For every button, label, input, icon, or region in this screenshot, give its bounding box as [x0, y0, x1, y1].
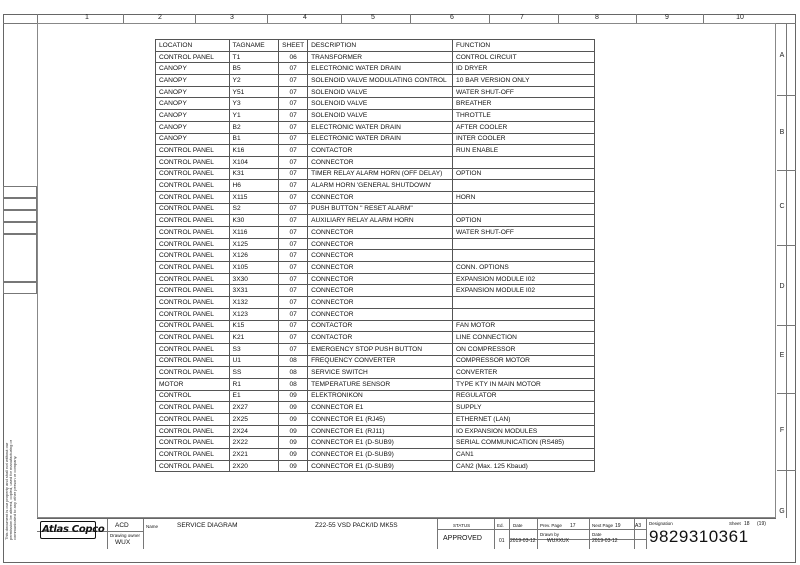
cell-location: CONTROL PANEL	[156, 285, 230, 297]
column-number: 3	[230, 14, 234, 21]
cell-sheet: 09	[279, 414, 308, 426]
cell-location: CONTROL PANEL	[156, 227, 230, 239]
cell-description: CONNECTOR E1 (RJ11)	[308, 425, 453, 437]
table-row	[156, 75, 595, 87]
cell-description: CONNECTOR	[308, 156, 453, 168]
cell-location: CONTROL PANEL	[156, 437, 230, 449]
table-row	[156, 98, 595, 110]
cell-sheet: 07	[279, 156, 308, 168]
cell-description: SOLENOID VALVE	[308, 98, 453, 110]
cell-tagname: Y3	[229, 98, 279, 110]
margin-box	[3, 186, 37, 198]
margin-box	[3, 210, 37, 222]
margin-box	[3, 282, 37, 294]
table-row	[156, 86, 595, 98]
cell-description: CONNECTOR	[308, 308, 453, 320]
cell-location: CONTROL	[156, 390, 230, 402]
cell-description: AUXILIARY RELAY ALARM HORN	[308, 215, 453, 227]
cell-description: ELEKTRONIKON	[308, 390, 453, 402]
cell-tagname: S3	[229, 343, 279, 355]
table-row	[156, 203, 595, 215]
cell-description: CONNECTOR	[308, 262, 453, 274]
table-row	[156, 437, 595, 449]
table-row	[156, 238, 595, 250]
table-row	[156, 297, 595, 309]
table-row	[156, 425, 595, 437]
cell-location: CONTROL PANEL	[156, 402, 230, 414]
drawing-owner-value: WUX	[115, 539, 131, 546]
cell-tagname: 3X31	[229, 285, 279, 297]
row-letter: E	[779, 352, 785, 359]
table-row	[156, 449, 595, 461]
cell-description: CONNECTOR E1	[308, 402, 453, 414]
drawing-owner-label: Drawing owner	[110, 533, 141, 538]
cell-tagname: B5	[229, 63, 279, 75]
cell-function	[453, 250, 595, 262]
cell-description: CONNECTOR	[308, 273, 453, 285]
cell-sheet: 07	[279, 285, 308, 297]
cell-description: FREQUENCY CONVERTER	[308, 355, 453, 367]
cell-function: CONTROL CIRCUIT	[453, 51, 595, 63]
cell-description: CONNECTOR E1 (D-SUB9)	[308, 437, 453, 449]
cell-description: ELECTRONIC WATER DRAIN	[308, 121, 453, 133]
column-number: 4	[303, 14, 307, 21]
date-value: 2019-03-12	[510, 538, 536, 544]
column-number: 1	[85, 14, 89, 21]
product-name: Z22-55 VSD PACK/ID MK5S	[315, 522, 398, 529]
sheet-total: (19)	[757, 521, 766, 527]
column-number: 10	[736, 14, 744, 21]
cell-location: CONTROL PANEL	[156, 203, 230, 215]
cell-function: WATER SHUT-OFF	[453, 86, 595, 98]
cell-tagname: K30	[229, 215, 279, 227]
cell-description: SOLENOID VALVE	[308, 86, 453, 98]
cell-tagname: K21	[229, 332, 279, 344]
cell-tagname: B2	[229, 121, 279, 133]
cell-location: CONTROL PANEL	[156, 191, 230, 203]
row-divider	[777, 325, 796, 326]
cell-description: CONNECTOR	[308, 238, 453, 250]
cell-sheet: 07	[279, 262, 308, 274]
table-row	[156, 285, 595, 297]
margin-box	[3, 222, 37, 234]
cell-location: CANOPY	[156, 121, 230, 133]
table-row	[156, 367, 595, 379]
cell-function: HORN	[453, 191, 595, 203]
cell-description: CONTACTOR	[308, 332, 453, 344]
column-divider	[195, 14, 196, 23]
cell-sheet: 07	[279, 320, 308, 332]
cell-function: AFTER COOLER	[453, 121, 595, 133]
table-row	[156, 133, 595, 145]
cell-function: WATER SHUT-OFF	[453, 227, 595, 239]
row-letter: G	[779, 508, 785, 515]
cell-location: CONTROL PANEL	[156, 308, 230, 320]
cell-function: INTER COOLER	[453, 133, 595, 145]
cell-location: CONTROL PANEL	[156, 332, 230, 344]
cell-location: CANOPY	[156, 98, 230, 110]
cell-function	[453, 297, 595, 309]
row-divider	[777, 470, 796, 471]
cell-location: CONTROL PANEL	[156, 180, 230, 192]
table-row	[156, 320, 595, 332]
cell-tagname: X116	[229, 227, 279, 239]
cell-sheet: 07	[279, 332, 308, 344]
cell-function: ETHERNET (LAN)	[453, 414, 595, 426]
header-location: LOCATION	[156, 40, 230, 52]
title-block	[37, 518, 776, 548]
cell-location: CONTROL PANEL	[156, 250, 230, 262]
margin-box	[3, 234, 37, 282]
drawn-by-value: WUXXUX	[547, 538, 569, 544]
cell-function: LINE CONNECTION	[453, 332, 595, 344]
prev-page-label: Prev. Page	[540, 523, 562, 528]
cell-tagname: 2X21	[229, 449, 279, 461]
cell-function: CONN. OPTIONS	[453, 262, 595, 274]
table-row	[156, 227, 595, 239]
cell-location: CONTROL PANEL	[156, 262, 230, 274]
cell-description: TRANSFORMER	[308, 51, 453, 63]
cell-function: IO EXPANSION MODULES	[453, 425, 595, 437]
cell-sheet: 07	[279, 110, 308, 122]
cell-location: CONTROL PANEL	[156, 51, 230, 63]
cell-tagname: B1	[229, 133, 279, 145]
cell-sheet: 07	[279, 250, 308, 262]
cell-location: MOTOR	[156, 378, 230, 390]
cell-description: ELECTRONIC WATER DRAIN	[308, 63, 453, 75]
cell-description: CONTACTOR	[308, 145, 453, 157]
cell-sheet: 07	[279, 133, 308, 145]
cell-sheet: 08	[279, 378, 308, 390]
row-divider	[777, 170, 796, 171]
cell-description: CONNECTOR	[308, 250, 453, 262]
row-letter: D	[779, 283, 785, 290]
cell-sheet: 08	[279, 355, 308, 367]
table-row	[156, 332, 595, 344]
cell-tagname: U1	[229, 355, 279, 367]
header-tagname: TAGNAME	[229, 40, 279, 52]
table-row	[156, 262, 595, 274]
table-row	[156, 156, 595, 168]
cell-function: 10 BAR VERSION ONLY	[453, 75, 595, 87]
cell-function: CAN1	[453, 449, 595, 461]
cell-tagname: K31	[229, 168, 279, 180]
cell-description: ALARM HORN 'GENERAL SHUTDOWN'	[308, 180, 453, 192]
prev-page-value: 17	[570, 523, 576, 529]
date2-value: 2019-03-12	[592, 538, 618, 544]
cell-sheet: 07	[279, 145, 308, 157]
cell-function: ON COMPRESSOR	[453, 343, 595, 355]
table-header-row	[156, 40, 595, 52]
acd-label: ACD	[115, 522, 129, 529]
cell-description: ELECTRONIC WATER DRAIN	[308, 133, 453, 145]
cell-sheet: 09	[279, 460, 308, 472]
cell-location: CANOPY	[156, 86, 230, 98]
column-number: 6	[450, 14, 454, 21]
cell-location: CONTROL PANEL	[156, 297, 230, 309]
cell-function: RUN ENABLE	[453, 145, 595, 157]
cell-function	[453, 156, 595, 168]
cell-tagname: 2X20	[229, 460, 279, 472]
cell-tagname: X105	[229, 262, 279, 274]
date-label: Date	[513, 523, 523, 528]
cell-location: CONTROL PANEL	[156, 355, 230, 367]
cell-location: CONTROL PANEL	[156, 145, 230, 157]
cell-sheet: 09	[279, 402, 308, 414]
cell-tagname: Y2	[229, 75, 279, 87]
drawing-name: SERVICE DIAGRAM	[177, 522, 238, 529]
row-divider	[777, 95, 796, 96]
table-row	[156, 145, 595, 157]
table-body	[156, 51, 595, 472]
row-letter: C	[779, 203, 785, 210]
drawn-by-label: Drawn by	[540, 532, 560, 537]
cell-tagname: SS	[229, 367, 279, 379]
cell-description: CONNECTOR E1 (D-SUB9)	[308, 449, 453, 461]
column-divider	[341, 14, 342, 23]
cell-tagname: K16	[229, 145, 279, 157]
sheet-number: 18	[744, 521, 750, 527]
cell-function	[453, 203, 595, 215]
cell-description: CONNECTOR	[308, 285, 453, 297]
edition-value: 01	[499, 538, 505, 544]
cell-function	[453, 180, 595, 192]
table-row	[156, 180, 595, 192]
table-row	[156, 308, 595, 320]
cell-sheet: 07	[279, 121, 308, 133]
cell-description: CONNECTOR	[308, 297, 453, 309]
row-letter: F	[779, 427, 785, 434]
table-row	[156, 273, 595, 285]
column-number: 5	[371, 14, 375, 21]
cell-sheet: 09	[279, 425, 308, 437]
cell-location: CANOPY	[156, 63, 230, 75]
cell-sheet: 09	[279, 449, 308, 461]
column-number: 9	[665, 14, 669, 21]
cell-tagname: 2X22	[229, 437, 279, 449]
cell-tagname: 2X27	[229, 402, 279, 414]
cell-description: PUSH BUTTON " RESET ALARM"	[308, 203, 453, 215]
cell-tagname: K15	[229, 320, 279, 332]
sheet-label: Sheet	[729, 521, 741, 526]
cell-location: CONTROL PANEL	[156, 238, 230, 250]
cell-tagname: H6	[229, 180, 279, 192]
cell-description: TIMER RELAY ALARM HORN (OFF DELAY)	[308, 168, 453, 180]
cell-tagname: X115	[229, 191, 279, 203]
column-divider	[267, 14, 268, 23]
cell-sheet: 07	[279, 308, 308, 320]
cell-sheet: 07	[279, 86, 308, 98]
confidentiality-note: This document is our property and shall not without our permission be altered, copied, used for manufacturing or communicated to any other person or company.	[4, 439, 17, 540]
cell-function: SUPPLY	[453, 402, 595, 414]
column-number: 7	[520, 14, 524, 21]
cell-location: CONTROL PANEL	[156, 425, 230, 437]
column-number: 2	[158, 14, 162, 21]
cell-function: ID DRYER	[453, 63, 595, 75]
cell-function: OPTION	[453, 215, 595, 227]
cell-tagname: E1	[229, 390, 279, 402]
table-row	[156, 343, 595, 355]
cell-tagname: X132	[229, 297, 279, 309]
next-page-value: 19	[615, 523, 621, 529]
cell-function: COMPRESSOR MOTOR	[453, 355, 595, 367]
row-divider	[777, 393, 796, 394]
cell-location: CONTROL PANEL	[156, 367, 230, 379]
cell-location: CONTROL PANEL	[156, 215, 230, 227]
header-sheet: SHEET	[279, 40, 308, 52]
cell-location: CONTROL PANEL	[156, 156, 230, 168]
column-divider	[37, 14, 38, 23]
cell-sheet: 09	[279, 437, 308, 449]
cell-location: CANOPY	[156, 133, 230, 145]
component-list-table	[155, 39, 595, 472]
table-row	[156, 355, 595, 367]
table-row	[156, 250, 595, 262]
cell-description: TEMPERATURE SENSOR	[308, 378, 453, 390]
cell-location: CONTROL PANEL	[156, 414, 230, 426]
cell-tagname: Y1	[229, 110, 279, 122]
table-row	[156, 215, 595, 227]
cell-function	[453, 308, 595, 320]
cell-description: CONNECTOR E1 (D-SUB9)	[308, 460, 453, 472]
cell-tagname: X123	[229, 308, 279, 320]
table-row	[156, 390, 595, 402]
cell-location: CANOPY	[156, 75, 230, 87]
cell-location: CONTROL PANEL	[156, 168, 230, 180]
cell-location: CANOPY	[156, 110, 230, 122]
cell-function: EXPANSION MODULE I02	[453, 285, 595, 297]
edition-label: Ed.	[497, 523, 504, 528]
column-divider	[410, 14, 411, 23]
cell-function: BREATHER	[453, 98, 595, 110]
row-letter: A	[779, 52, 785, 59]
paper-size: A3	[635, 523, 642, 529]
cell-sheet: 07	[279, 343, 308, 355]
cell-tagname: 2X25	[229, 414, 279, 426]
cell-function	[453, 238, 595, 250]
table-row	[156, 63, 595, 75]
cell-sheet: 07	[279, 238, 308, 250]
cell-sheet: 06	[279, 51, 308, 63]
table-row	[156, 414, 595, 426]
cell-tagname: X125	[229, 238, 279, 250]
cell-sheet: 08	[279, 367, 308, 379]
column-divider	[558, 14, 559, 23]
cell-tagname: X104	[229, 156, 279, 168]
cell-tagname: 3X30	[229, 273, 279, 285]
designation-label: Designation	[649, 521, 673, 526]
status-label: STATUS	[453, 523, 471, 528]
cell-function: FAN MOTOR	[453, 320, 595, 332]
date2-label: Date	[592, 532, 602, 537]
cell-description: CONNECTOR E1 (RJ45)	[308, 414, 453, 426]
cell-function: EXPANSION MODULE I02	[453, 273, 595, 285]
cell-description: SOLENOID VALVE	[308, 110, 453, 122]
table-row	[156, 378, 595, 390]
cell-sheet: 09	[279, 390, 308, 402]
column-divider	[489, 14, 490, 23]
cell-sheet: 07	[279, 215, 308, 227]
table-row	[156, 191, 595, 203]
table-row	[156, 110, 595, 122]
table-row	[156, 402, 595, 414]
column-number: 8	[595, 14, 599, 21]
status-value: APPROVED	[443, 535, 482, 542]
table-row	[156, 168, 595, 180]
table-row	[156, 121, 595, 133]
cell-function: CONVERTER	[453, 367, 595, 379]
cell-function: THROTTLE	[453, 110, 595, 122]
row-ruler-line	[786, 23, 787, 518]
cell-sheet: 07	[279, 98, 308, 110]
cell-description: CONNECTOR	[308, 227, 453, 239]
column-divider	[703, 14, 704, 23]
cell-location: CONTROL PANEL	[156, 460, 230, 472]
cell-sheet: 07	[279, 75, 308, 87]
column-divider	[123, 14, 124, 23]
header-description: DESCRIPTION	[308, 40, 453, 52]
column-divider	[636, 14, 637, 23]
cell-description: SOLENOID VALVE MODULATING CONTROL	[308, 75, 453, 87]
cell-location: CONTROL PANEL	[156, 343, 230, 355]
next-page-label: Next Page	[592, 523, 614, 528]
margin-box	[3, 198, 37, 210]
row-divider	[777, 245, 796, 246]
cell-description: CONNECTOR	[308, 191, 453, 203]
table-row	[156, 460, 595, 472]
cell-description: EMERGENCY STOP PUSH BUTTON	[308, 343, 453, 355]
cell-description: CONTACTOR	[308, 320, 453, 332]
table-row	[156, 51, 595, 63]
atlas-copco-logo-text: Atlas Copco	[42, 524, 105, 535]
cell-description: SERVICE SWITCH	[308, 367, 453, 379]
cell-tagname: R1	[229, 378, 279, 390]
cell-sheet: 07	[279, 227, 308, 239]
cell-sheet: 07	[279, 297, 308, 309]
cell-tagname: S2	[229, 203, 279, 215]
cell-tagname: Y51	[229, 86, 279, 98]
cell-tagname: 2X24	[229, 425, 279, 437]
cell-tagname: T1	[229, 51, 279, 63]
header-function: FUNCTION	[453, 40, 595, 52]
cell-function: OPTION	[453, 168, 595, 180]
row-letter: B	[779, 129, 785, 136]
cell-tagname: X126	[229, 250, 279, 262]
cell-location: CONTROL PANEL	[156, 449, 230, 461]
name-label: Name	[146, 524, 159, 529]
cell-function: SERIAL COMMUNICATION (RS485)	[453, 437, 595, 449]
cell-sheet: 07	[279, 273, 308, 285]
cell-sheet: 07	[279, 63, 308, 75]
cell-sheet: 07	[279, 203, 308, 215]
cell-function: CAN2 (Max. 125 Kbaud)	[453, 460, 595, 472]
designation-number: 9829310361	[649, 527, 749, 546]
cell-sheet: 07	[279, 168, 308, 180]
cell-location: CONTROL PANEL	[156, 273, 230, 285]
cell-sheet: 07	[279, 191, 308, 203]
cell-sheet: 07	[279, 180, 308, 192]
cell-function: TYPE KTY IN MAIN MOTOR	[453, 378, 595, 390]
cell-location: CONTROL PANEL	[156, 320, 230, 332]
cell-function: REGULATOR	[453, 390, 595, 402]
